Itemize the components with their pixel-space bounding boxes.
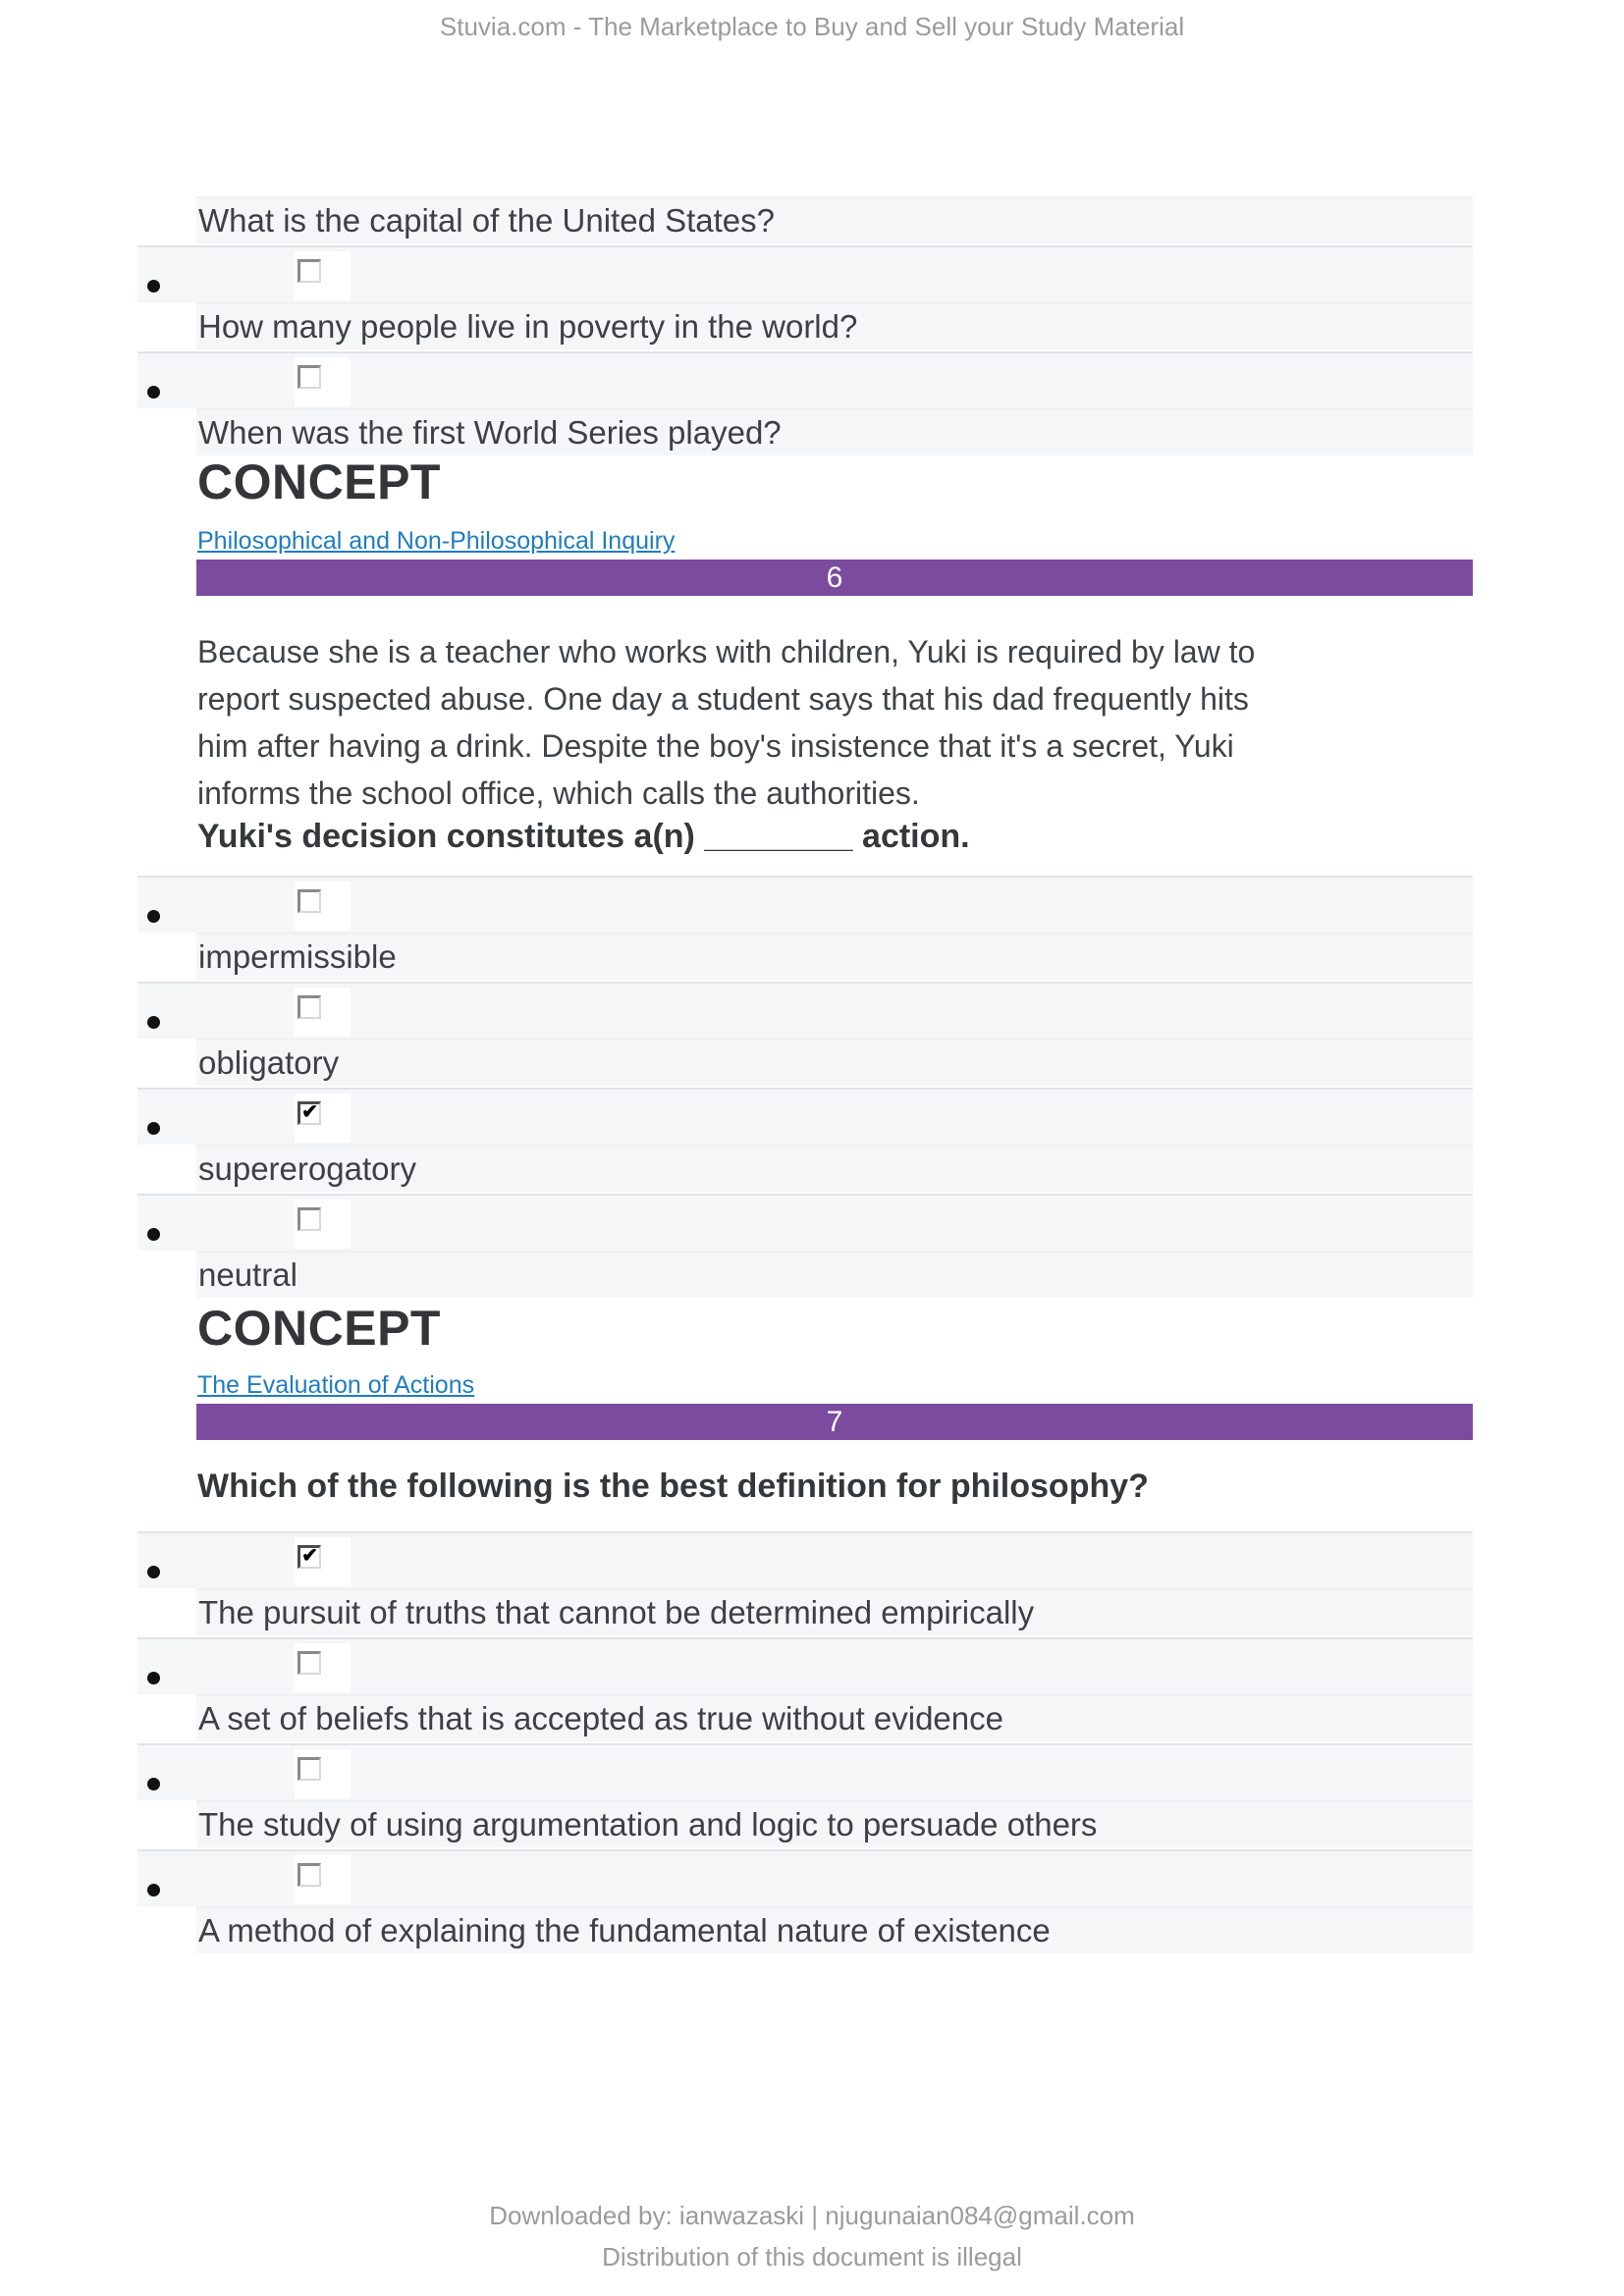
paragraph-line: Because she is a teacher who works with children, Yuki is required by law to	[197, 634, 1256, 669]
option-checkbox-row	[137, 1088, 1473, 1145]
page-header-watermark: Stuvia.com - The Marketplace to Buy and Sell your Study Material	[439, 12, 1185, 41]
checkbox-patch	[295, 988, 351, 1037]
checkbox-icon[interactable]: ✔	[298, 1101, 321, 1125]
previous-question-options-list	[137, 196, 1473, 455]
footer-distribution-notice: Distribution of this document is illegal	[602, 2242, 1022, 2271]
option-checkbox-row	[137, 1743, 1473, 1800]
checkbox-icon[interactable]	[298, 1863, 321, 1887]
paragraph-line: report suspected abuse. One day a student says that his dad frequently hits	[197, 681, 1249, 717]
checkbox-patch	[295, 1537, 351, 1586]
option-label: impermissible	[196, 933, 1473, 980]
option-label: obligatory	[196, 1039, 1473, 1086]
list-bullet-icon	[147, 910, 160, 923]
checkbox-icon[interactable]	[298, 889, 321, 913]
option-label: When was the first World Series played?	[196, 408, 1473, 455]
paragraph-line: informs the school office, which calls the authorities.	[197, 775, 920, 811]
list-bullet-icon	[147, 1884, 160, 1896]
question-paragraph	[197, 628, 1493, 817]
checkbox-icon[interactable]	[298, 1757, 321, 1781]
question-prompt: Yuki's decision constitutes a(n) ________ action.	[197, 818, 970, 855]
list-bullet-icon	[147, 1778, 160, 1790]
checkbox-patch	[295, 1200, 351, 1249]
checkbox-patch	[295, 1855, 351, 1904]
question-number-bar: 6	[196, 560, 1473, 596]
option-label: A set of beliefs that is accepted as true without evidence	[196, 1694, 1473, 1741]
checkbox-patch	[295, 1094, 351, 1143]
option-label: The study of using argumentation and logic to persuade others	[196, 1800, 1473, 1847]
checkbox-patch	[295, 251, 351, 300]
concept-link[interactable]: Philosophical and Non-Philosophical Inquiry	[197, 527, 676, 555]
checkbox-icon[interactable]	[298, 995, 321, 1019]
option-checkbox-row	[137, 1849, 1473, 1906]
list-bullet-icon	[147, 1228, 160, 1241]
footer-downloaded-by: Downloaded by: ianwazaski | njugunaian084@gmail.com	[489, 2201, 1135, 2230]
list-bullet-icon	[147, 386, 160, 399]
option-checkbox-row	[137, 1637, 1473, 1694]
concept-link[interactable]: The Evaluation of Actions	[197, 1371, 475, 1399]
checkbox-icon[interactable]: ✔	[298, 1545, 321, 1569]
question-prompt: Which of the following is the best definition for philosophy?	[197, 1468, 1149, 1505]
option-checkbox-row	[137, 1194, 1473, 1251]
question-number-bar: 7	[196, 1404, 1473, 1440]
list-bullet-icon	[147, 1566, 160, 1578]
checkbox-icon[interactable]	[298, 365, 321, 389]
concept-heading: CONCEPT	[197, 454, 441, 509]
checkbox-patch	[295, 881, 351, 931]
option-checkbox-row	[137, 1531, 1473, 1588]
checkbox-icon[interactable]	[298, 1651, 321, 1675]
list-bullet-icon	[147, 1122, 160, 1135]
paragraph-line: him after having a drink. Despite the boy's insistence that it's a secret, Yuki	[197, 728, 1234, 764]
checkbox-patch	[295, 1643, 351, 1692]
list-bullet-icon	[147, 1672, 160, 1684]
option-checkbox-row	[137, 876, 1473, 933]
option-checkbox-row	[137, 245, 1473, 302]
list-bullet-icon	[147, 1016, 160, 1029]
checkbox-icon[interactable]	[298, 1207, 321, 1231]
option-label: How many people live in poverty in the world?	[196, 302, 1473, 349]
checkbox-patch	[295, 357, 351, 406]
option-label: What is the capital of the United States?	[196, 196, 1473, 243]
list-bullet-icon	[147, 280, 160, 293]
option-label: A method of explaining the fundamental nature of existence	[196, 1906, 1473, 1953]
option-label: supererogatory	[196, 1145, 1473, 1192]
question7-options-list	[137, 1529, 1473, 1953]
question6-options-list	[137, 874, 1473, 1298]
option-label: The pursuit of truths that cannot be determined empirically	[196, 1588, 1473, 1635]
option-checkbox-row	[137, 982, 1473, 1039]
option-label: neutral	[196, 1251, 1473, 1298]
checkbox-icon[interactable]	[298, 259, 321, 283]
option-checkbox-row	[137, 351, 1473, 408]
concept-heading: CONCEPT	[197, 1301, 441, 1356]
checkbox-patch	[295, 1749, 351, 1798]
